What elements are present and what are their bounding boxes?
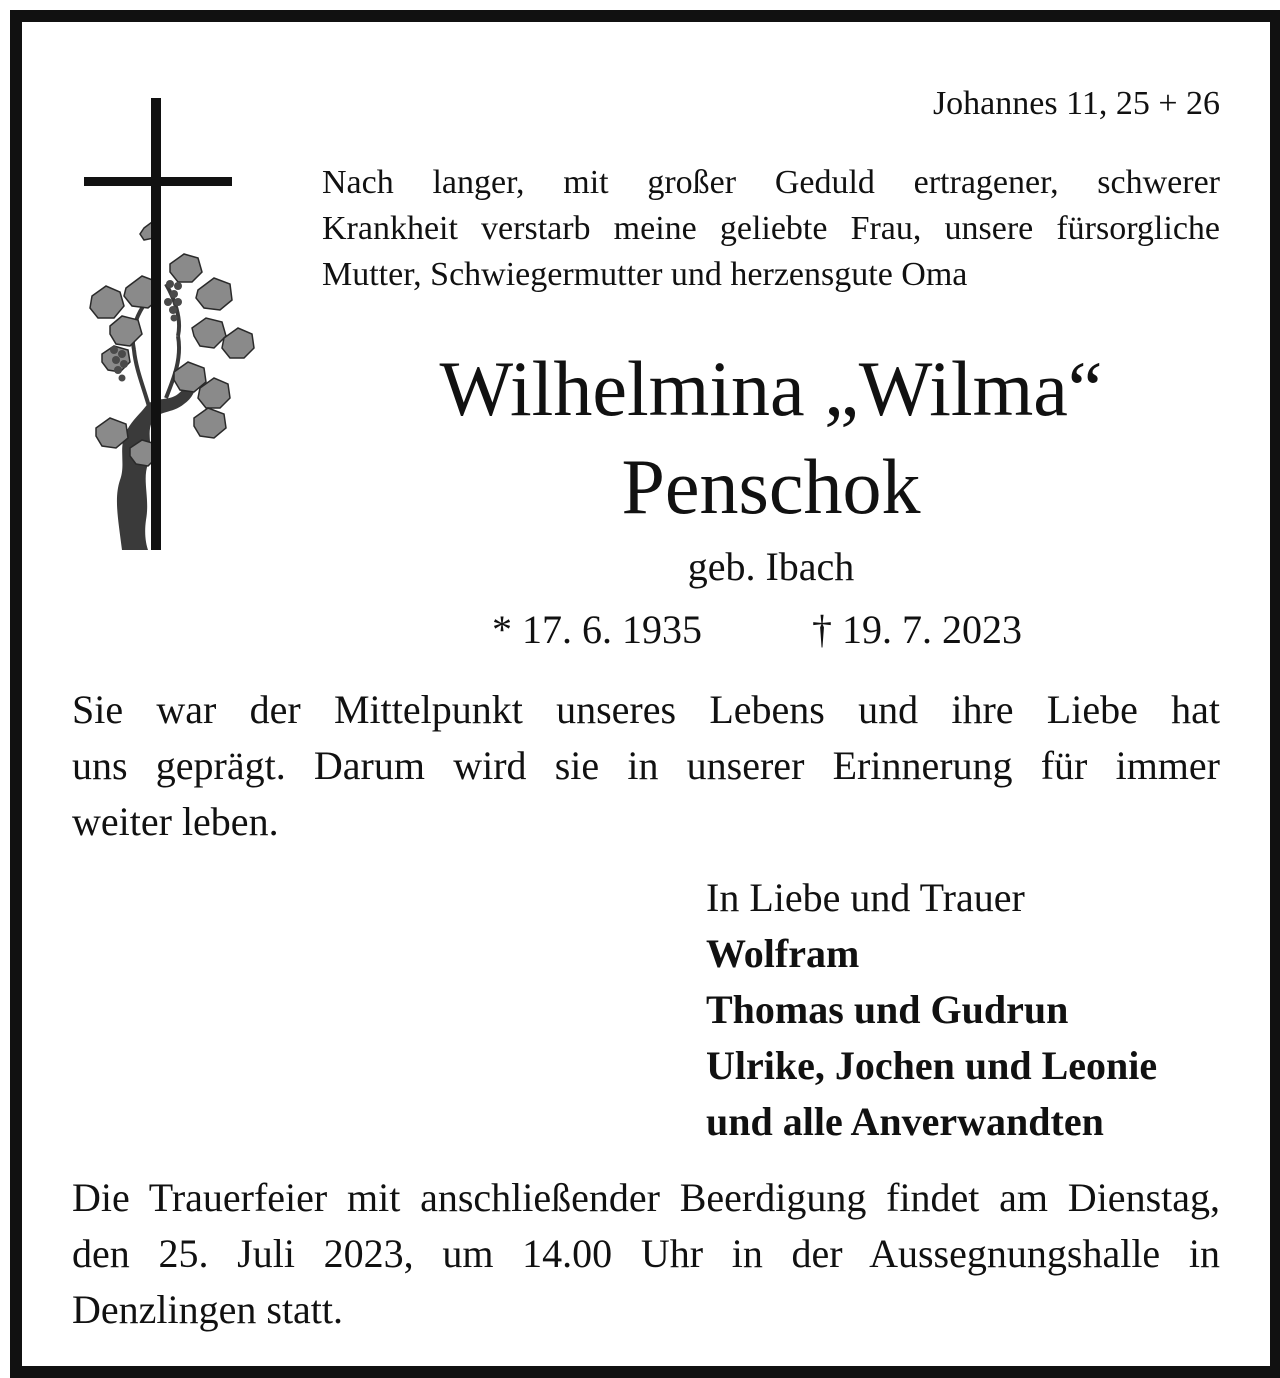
life-dates xyxy=(482,602,1072,658)
birth-date: * 17. 6. 1935 xyxy=(492,607,702,652)
cross-with-vine-icon xyxy=(74,88,264,558)
tribute-line: Sie war der Mittelpunkt unseres Lebens und ihre Liebe hat xyxy=(72,687,1220,732)
obituary-frame xyxy=(10,10,1280,1378)
cross-horizontal-bar xyxy=(84,177,232,186)
deceased-name xyxy=(322,340,1220,536)
mourner-name: Thomas und Gudrun xyxy=(706,987,1069,1032)
tribute-line: uns geprägt. Darum wird sie in unserer Erinnerung für immer xyxy=(72,743,1220,788)
bible-verse: Johannes 11, 25 + 26 xyxy=(932,85,1220,122)
mourner-name: Wolfram xyxy=(706,931,860,976)
mourner-name: Ulrike, Jochen und Leonie xyxy=(706,1043,1158,1088)
funeral-line: Die Trauerfeier mit anschließender Beerdigung findet am Dienstag, xyxy=(72,1175,1220,1220)
death-date: † 19. 7. 2023 xyxy=(812,607,1022,652)
funeral-notice xyxy=(72,1170,1220,1338)
maiden-name: geb. Ibach xyxy=(687,544,855,589)
funeral-line: Denzlingen statt. xyxy=(72,1287,344,1332)
deceased-surname: Penschok xyxy=(621,443,921,530)
cross-vertical-bar xyxy=(151,98,161,550)
intro-line: Krankheit verstarb meine geliebte Frau, unsere fürsorgliche xyxy=(322,210,1220,247)
deceased-name-line: Wilhelmina „Wilma“ xyxy=(439,345,1103,432)
tribute-line: weiter leben. xyxy=(72,799,279,844)
mourners-block xyxy=(706,870,1220,1150)
mourner-name: und alle Anverwandten xyxy=(706,1099,1104,1144)
intro-line: Nach langer, mit großer Geduld ertragener, schwerer xyxy=(322,164,1220,201)
intro-paragraph xyxy=(322,160,1220,298)
intro-line: Mutter, Schwiegermutter und herzensgute Oma xyxy=(322,256,968,293)
tribute-paragraph xyxy=(72,682,1220,850)
vine-leaves xyxy=(90,222,254,466)
mourners-heading: In Liebe und Trauer xyxy=(706,875,1025,920)
funeral-line: den 25. Juli 2023, um 14.00 Uhr in der Aussegnungshalle in xyxy=(72,1231,1220,1276)
